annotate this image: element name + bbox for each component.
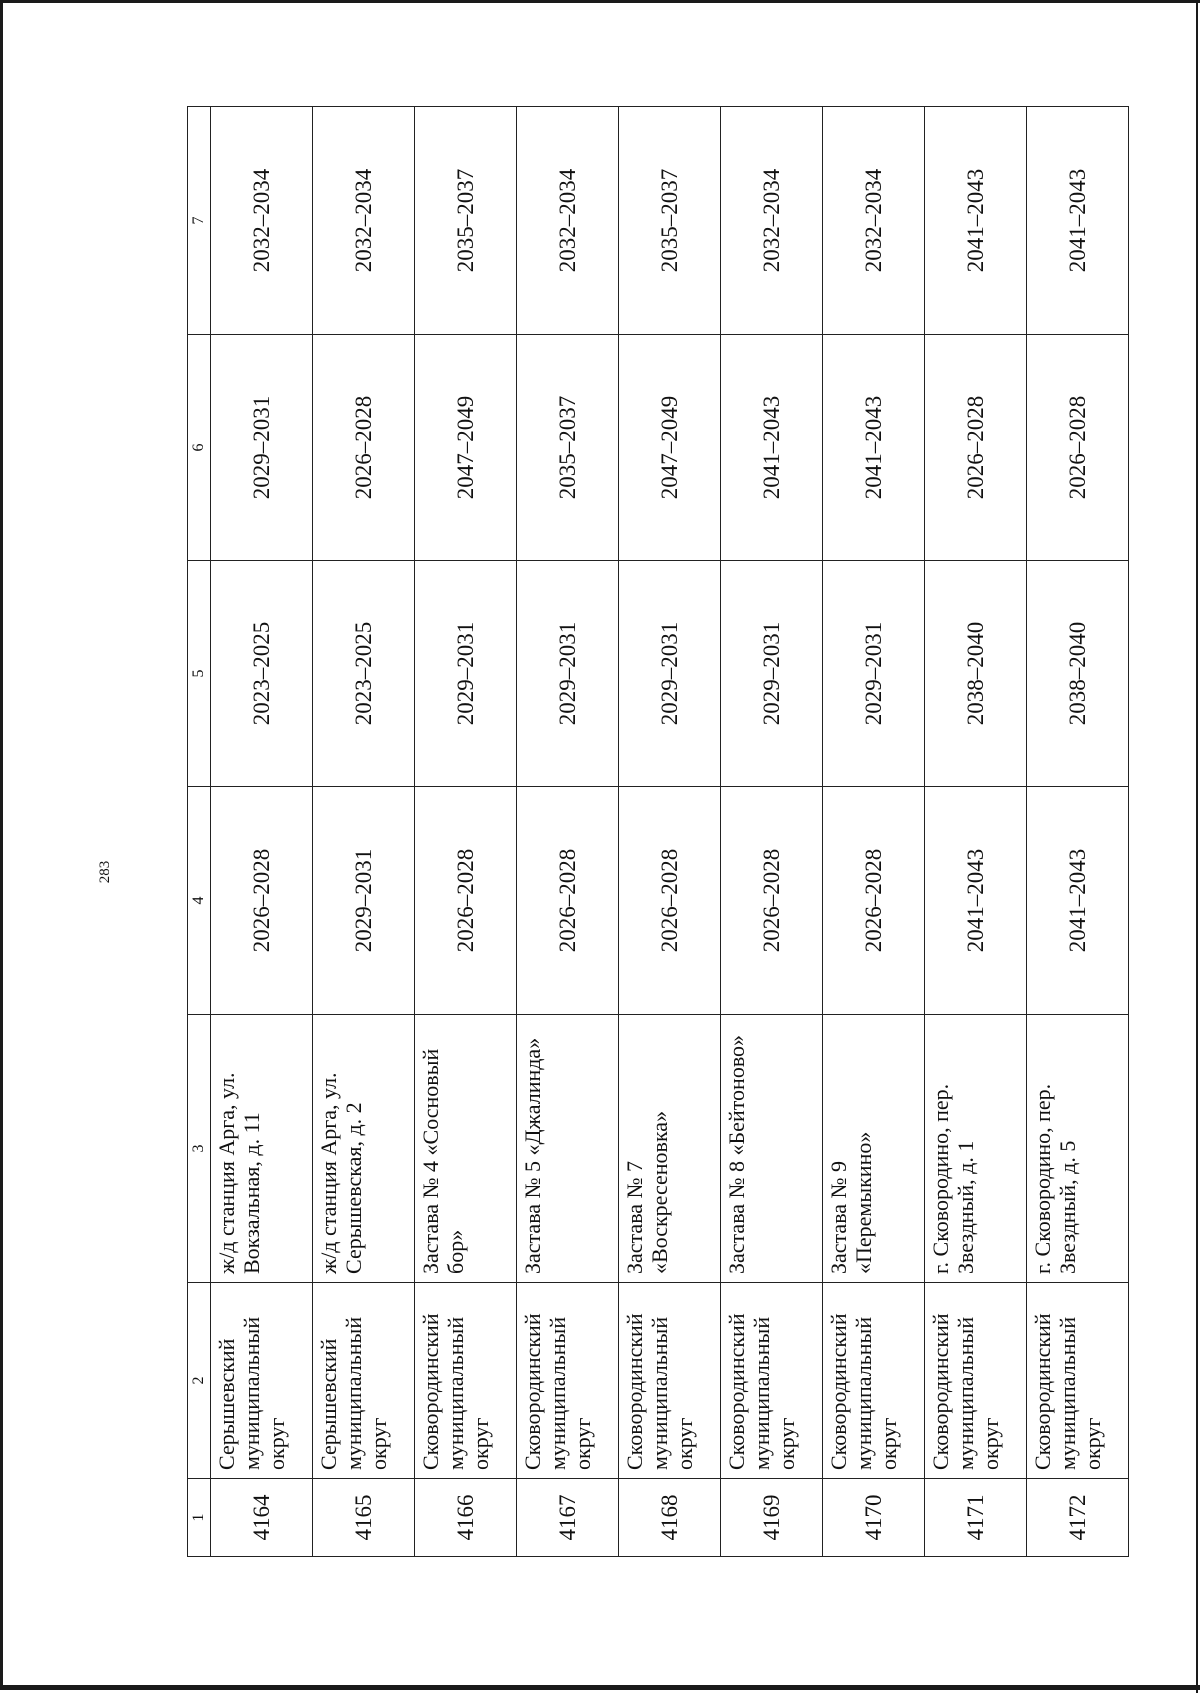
period-col7-cell: 2035–2037 [415, 107, 517, 335]
column-header-5: 5 [188, 561, 211, 787]
period-col4-cell: 2041–2043 [925, 787, 1027, 1015]
row-number-cell: 4172 [1027, 1479, 1129, 1557]
period-col4-cell: 2041–2043 [1027, 787, 1129, 1015]
period-col5-cell: 2029–2031 [823, 561, 925, 787]
row-number-cell: 4165 [313, 1479, 415, 1557]
address-cell: ж/д станция Арга, ул. Вокзальная, д. 11 [211, 1015, 313, 1283]
address-cell: Застава № 9 «Перемыкино» [823, 1015, 925, 1283]
header-row [188, 107, 211, 1557]
district-cell: Сковородинский муниципальный округ [823, 1283, 925, 1479]
district-cell: Серышевский муниципальный округ [313, 1283, 415, 1479]
row-number-cell: 4167 [517, 1479, 619, 1557]
period-col6-cell: 2026–2028 [313, 335, 415, 561]
period-col7-cell: 2032–2034 [823, 107, 925, 335]
address-cell: Застава № 7 «Воскресеновка» [619, 1015, 721, 1283]
row-number-cell: 4170 [823, 1479, 925, 1557]
period-col4-cell: 2026–2028 [823, 787, 925, 1015]
period-col7-cell: 2041–2043 [1027, 107, 1129, 335]
period-col6-cell: 2047–2049 [619, 335, 721, 561]
period-col4-cell: 2026–2028 [415, 787, 517, 1015]
period-col4-cell: 2026–2028 [211, 787, 313, 1015]
period-col6-cell: 2035–2037 [517, 335, 619, 561]
page-number: 283 [97, 860, 113, 884]
period-col5-cell: 2029–2031 [721, 561, 823, 787]
column-header-7: 7 [188, 107, 211, 335]
row-number-cell: 4171 [925, 1479, 1027, 1557]
district-cell: Серышевский муниципальный округ [211, 1283, 313, 1479]
schedule-table [187, 106, 1129, 1557]
period-col4-cell: 2026–2028 [619, 787, 721, 1015]
period-col6-cell: 2041–2043 [721, 335, 823, 561]
period-col6-cell: 2026–2028 [1027, 335, 1129, 561]
period-col7-cell: 2032–2034 [211, 107, 313, 335]
period-col6-cell: 2029–2031 [211, 335, 313, 561]
period-col5-cell: 2023–2025 [211, 561, 313, 787]
address-cell: г. Сковородино, пер. Звездный, д. 1 [925, 1015, 1027, 1283]
column-header-4: 4 [188, 787, 211, 1015]
rotated-table-container [187, 107, 1127, 1557]
period-col5-cell: 2029–2031 [517, 561, 619, 787]
period-col7-cell: 2032–2034 [313, 107, 415, 335]
column-header-3: 3 [188, 1015, 211, 1283]
address-cell: Застава № 4 «Сосновый бор» [415, 1015, 517, 1283]
district-cell: Сковородинский муниципальный округ [619, 1283, 721, 1479]
district-cell: Сковородинский муниципальный округ [721, 1283, 823, 1479]
district-cell: Сковородинский муниципальный округ [517, 1283, 619, 1479]
period-col4-cell: 2029–2031 [313, 787, 415, 1015]
column-header-2: 2 [188, 1283, 211, 1479]
table-row [925, 107, 1027, 1557]
table-row [721, 107, 823, 1557]
address-cell: Застава № 5 «Джалинда» [517, 1015, 619, 1283]
scan-edge-line [1196, 3, 1198, 1693]
district-cell: Сковородинский муниципальный округ [925, 1283, 1027, 1479]
table-row [517, 107, 619, 1557]
period-col5-cell: 2029–2031 [619, 561, 721, 787]
period-col6-cell: 2026–2028 [925, 335, 1027, 561]
table-row [1027, 107, 1129, 1557]
column-header-6: 6 [188, 335, 211, 561]
address-cell: г. Сковородино, пер. Звездный, д. 5 [1027, 1015, 1129, 1283]
row-number-cell: 4169 [721, 1479, 823, 1557]
address-cell: Застава № 8 «Бейтоново» [721, 1015, 823, 1283]
table-body [211, 107, 1129, 1557]
row-number-cell: 4164 [211, 1479, 313, 1557]
period-col7-cell: 2032–2034 [517, 107, 619, 335]
district-cell: Сковородинский муниципальный округ [1027, 1283, 1129, 1479]
period-col5-cell: 2038–2040 [925, 561, 1027, 787]
row-number-cell: 4166 [415, 1479, 517, 1557]
address-cell: ж/д станция Арга, ул. Серышевская, д. 2 [313, 1015, 415, 1283]
table-row [823, 107, 925, 1557]
district-cell: Сковородинский муниципальный округ [415, 1283, 517, 1479]
period-col4-cell: 2026–2028 [721, 787, 823, 1015]
table-row [313, 107, 415, 1557]
period-col6-cell: 2041–2043 [823, 335, 925, 561]
period-col5-cell: 2029–2031 [415, 561, 517, 787]
period-col5-cell: 2038–2040 [1027, 561, 1129, 787]
period-col4-cell: 2026–2028 [517, 787, 619, 1015]
period-col6-cell: 2047–2049 [415, 335, 517, 561]
table-row [211, 107, 313, 1557]
table-row [619, 107, 721, 1557]
column-header-1: 1 [188, 1479, 211, 1557]
row-number-cell: 4168 [619, 1479, 721, 1557]
period-col5-cell: 2023–2025 [313, 561, 415, 787]
period-col7-cell: 2041–2043 [925, 107, 1027, 335]
table-row [415, 107, 517, 1557]
period-col7-cell: 2035–2037 [619, 107, 721, 335]
period-col7-cell: 2032–2034 [721, 107, 823, 335]
